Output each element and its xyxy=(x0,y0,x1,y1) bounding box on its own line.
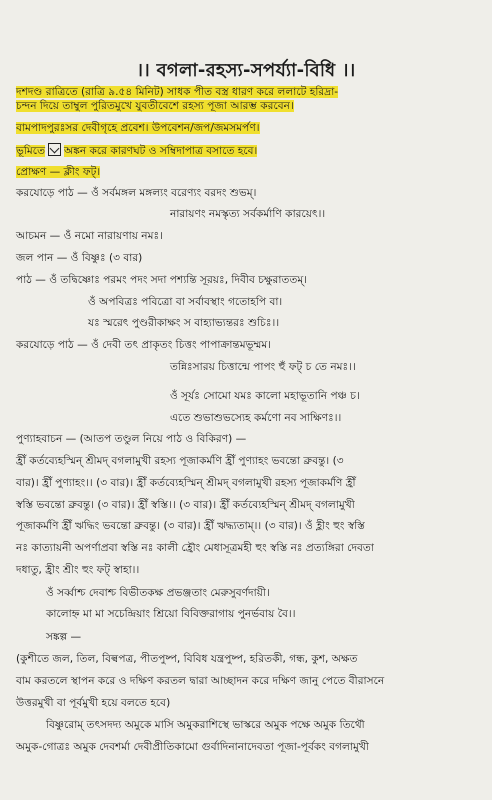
text-line: হ্রীঁ কর্তব্যেহস্মিন্ শ্রীমদ্ বগলামুখী রহস্য পূজাকর্মণি হ্রীঁ পুণ্যাহং ভবন্তো ব্রুবন্তু। (৩ xyxy=(16,455,344,467)
text-line: করযোড়ে পাঠ — ওঁ দেবী তৎ প্রাকৃতং চিত্তং পাপাক্রান্তমভূম্মম। xyxy=(16,339,272,351)
text-line: বিষ্ণুরোম্ তৎসদদ্য অমুকে মাসি অমুকরাশিস্থে ভাস্করে অমুক পক্ষে অমুক তিথৌ xyxy=(46,719,365,731)
text-line: কালোহ্ন মা মা সচেন্দ্রিয়াং শ্রিয়ো বিবিক্তরাগায় পুনর্ভবায় বৈ।। xyxy=(46,608,296,620)
text-line: তন্নিঃসারয় চিত্তান্মে পাপং হুঁ ফট্ চ তে নমঃ।। xyxy=(170,361,356,373)
text-line: নারায়ণং নমস্কৃত্য সর্বকর্মাণি কারয়েৎ।। xyxy=(170,208,326,220)
text-line: নঃ কাত্যায়নী অপর্ণাপ্রবা স্বস্তি নঃ কালী হ্রৌং মেধাসূত্রমহী হুং স্বস্তি নঃ প্রত্যঙ্গিরা দেবতা xyxy=(16,542,374,554)
text-line: বামপাদপুরঃসর দেবীগৃহে প্রবেশ। উপবেশন/জপ/জমসমর্পণ। xyxy=(16,122,260,134)
text-line: বাম করতলে স্থাপন করে ও দক্ষিণ করতল দ্বারা আচ্ছাদন করে দক্ষিণ জানু পেতে বীরাসনে xyxy=(16,675,385,687)
text-line: দশদণ্ড রাত্রিতে (রাত্রি ৯.৫৪ মিনিট) সাধক পীত বস্ত্র ধারণ করে ললাটে হরিদ্রা- xyxy=(16,86,339,98)
text-line: উত্তরমুখী বা পূর্বমুখী হয়ে বলতে হবে) xyxy=(16,697,171,709)
page-title: ।। বগলা-রহস্য-সপর্য্যা-বিধি ।। xyxy=(136,60,356,81)
text-line: এতে শুভাশুভস্যেহ কর্মণো নব সাক্ষিণঃ।। xyxy=(170,412,342,424)
text-line: বার)। হ্রীঁ পুণ্যাহং।। (৩ বার)। হ্রীঁ কর্তব্যেহস্মিন্ শ্রীমদ্ বগলামুখী রহস্য পূজাকর্মণি হ্রীঁ xyxy=(16,477,356,489)
text-line: স্বস্তি ভবন্তো ব্রুবন্তু। (৩ বার)। হ্রীঁ স্বস্তি।। (৩ বার)। হ্রীঁ কর্তব্যেহস্মিন্ শ্রীমদ্ বগলামুখী xyxy=(16,499,355,511)
text-line: যঃ স্মরেৎ পুণ্ডরীকাক্ষং স বাহ্যাভ্যন্তরঃ শুচিঃ।। xyxy=(88,317,280,329)
text-line: ওঁ সূর্যঃ সোমো যমঃ কালো মহাভূতানি পঞ্চ চ। xyxy=(170,390,360,402)
text-line: ওঁ অপবিত্রঃ পবিত্রো বা সর্বাবস্থাং গতোহপি বা। xyxy=(88,296,283,308)
text-line: পাঠ — ওঁ তদ্বিষ্ণোঃ পরমং পদং সদা পশ্যন্তি সূরয়ঃ, দিবীব চক্ষুরাততম্। xyxy=(16,274,307,286)
text-line: (কুশীতে জল, তিল, বিল্বপত্র, পীতপুষ্প, বিবিধ যন্ত্রপুষ্প, হরিতকী, গন্ধ, কুশ, অক্ষত xyxy=(16,653,358,665)
text-line: চন্দন দিয়ে তাম্বুল পুরিতমুখে যুবতীবেশে রহস্য পূজা আরম্ভ করবেন। xyxy=(16,100,294,112)
text-line: অমুক-গোত্রঃ অমুক দেবশর্মা দেবীপ্রীতিকামো গুর্বাদিনানাদেবতা পূজা-পূর্বকং বগলামুখী xyxy=(16,741,369,753)
text-line: জল পান — ওঁ বিষ্ণুঃ (৩ বার) xyxy=(16,252,143,264)
text-line: আচমন — ওঁ নমো নারায়ণায় নমঃ। xyxy=(16,230,163,242)
text-line: সঙ্কল্প — xyxy=(46,631,82,643)
text-line: ভূমিতে অঙ্কন করে কারণঘট ও সম্বিদাপাত্র বসাতে হবে। xyxy=(16,145,258,157)
text-line: পূজাকর্মণি হ্রীঁ ঋদ্ধিং ভবন্তো ব্রুবন্তু। (৩ বার)। হ্রীঁ ঋদ্ধ্যতাম্।। (৩ বার)। ওঁ হ্লীং হুং স্বস্তি xyxy=(16,520,365,532)
text-line: পুণ্যাহবাচন — (আতপ তণ্ডুল নিয়ে পাঠ ও বিকিরণ) — xyxy=(16,433,247,445)
text-line: করযোড়ে পাঠ — ওঁ সর্বমঙ্গল মঙ্গল্যং বরেণ্যং বরদং শুভম্। xyxy=(16,187,257,199)
text-line: প্রোক্ষণ — ক্লীং ফট্। xyxy=(16,166,101,178)
checkbox-symbol-icon xyxy=(48,143,61,156)
text-line: দধাতু, হ্রীং শ্রীং হুং ফট্ স্বাহা।। xyxy=(16,564,140,576)
text-line: ওঁ সর্ব্বাশ্চ দেবাশ্চ বিভীতকক্ষ প্রভঞ্জতাং মেরুসুবর্ণদায়ী। xyxy=(46,587,270,599)
